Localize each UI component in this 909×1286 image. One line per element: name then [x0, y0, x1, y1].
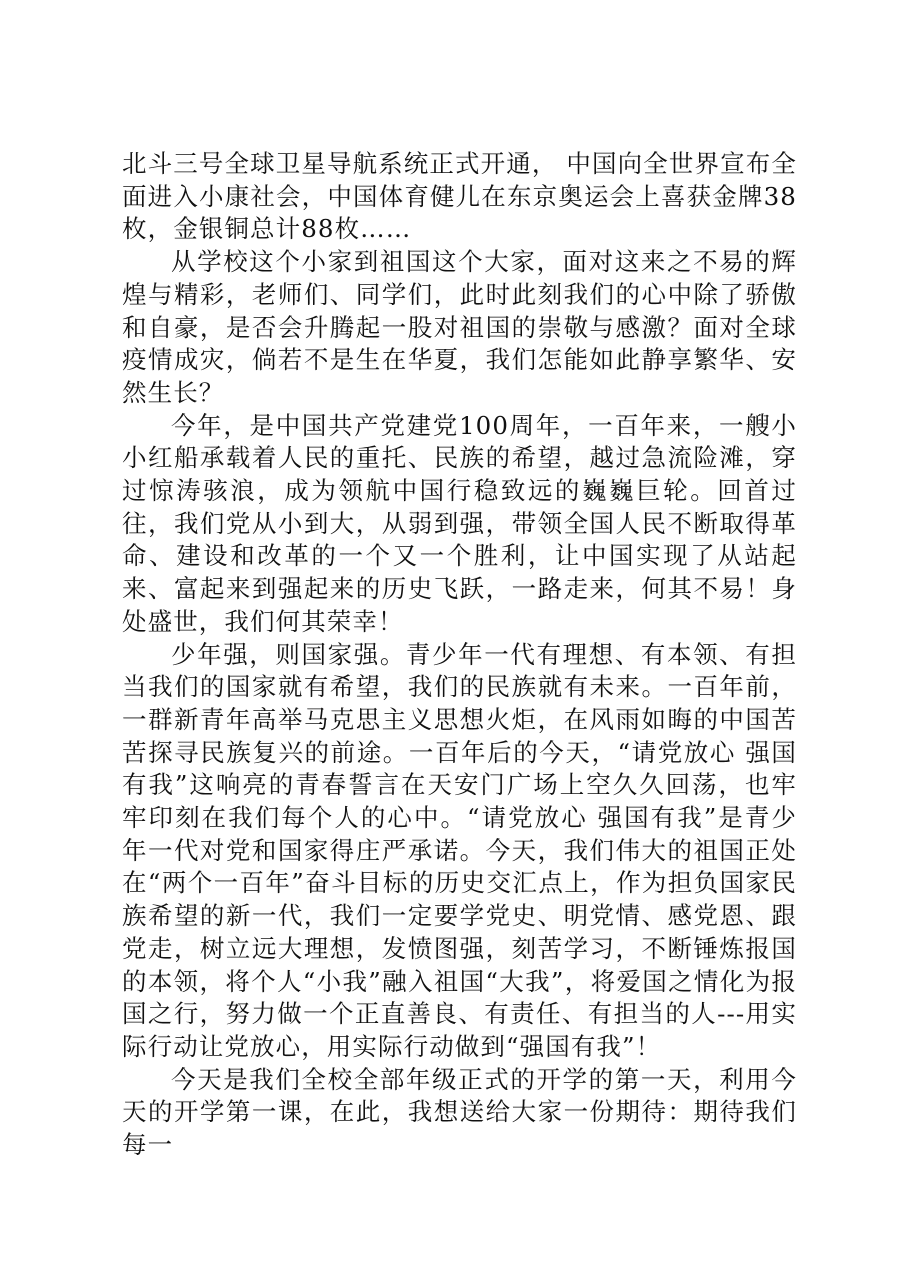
paragraph-continuation: 北斗三号全球卫星导航系统正式开通， 中国向全世界宣布全面进入小康社会，中国体育健儿在东京奥运会上喜获金牌38枚，金银铜总计88枚…… — [122, 149, 797, 244]
paragraph-school-to-country: 从学校这个小家到祖国这个大家，面对这来之不易的辉煌与精彩，老师们、同学们，此时此刻我们的心中除了骄傲和自豪，是否会升腾起一股对祖国的崇敬与感激？面对全球疫情成灾，倘若不是生在华夏，我们怎能如此静享繁华、安然生长？ — [122, 247, 797, 407]
paragraph-party-centenary: 今年，是中国共产党建党100周年，一百年来，一艘小小红船承载着人民的重托、民族的希望，越过急流险滩，穿过惊涛骇浪，成为领航中国行稳致远的巍巍巨轮。回首过往，我们党从小到大，从弱到强，带领全国人民不断取得革命、建设和改革的一个又一个胜利，让中国实现了从站起来、富起来到强起来的历史飞跃，一路走来，何其不易！身处盛世，我们何其荣幸！ — [122, 410, 797, 636]
paragraph-first-day: 今天是我们全校全部年级正式的开学的第一天，利用今天的开学第一课，在此，我想送给大家一份期待：期待我们每一 — [122, 1064, 797, 1160]
document-page — [122, 148, 797, 1162]
paragraph-youth-strong: 少年强，则国家强。青少年一代有理想、有本领、有担当我们的国家就有希望，我们的民族就有未来。一百年前，一群新青年高举马克思主义思想火炬，在风雨如晦的中国苦苦探寻民族复兴的前途。一百年后的今天，“请党放心 强国有我”这响亮的青春誓言在天安门广场上空久久回荡，也牢牢印刻在我们每个人的心中。“请党放心 强国有我”是青少年一代对党和国家得庄严承诺。今天，我们伟大的祖国正处在“两个一百年”奋斗目标的历史交汇点上，作为担负国家民族希望的新一代，我们一定要学党史、明党情、感党恩、跟党走，树立远大理想，发愤图强，刻苦学习，不断锤炼报国的本领，将个人“小我”融入祖国“大我”，将爱国之情化为报国之行，努力做一个正直善良、有责任、有担当的人---用实际行动让党放心，用实际行动做到“强国有我”！ — [122, 639, 797, 1061]
